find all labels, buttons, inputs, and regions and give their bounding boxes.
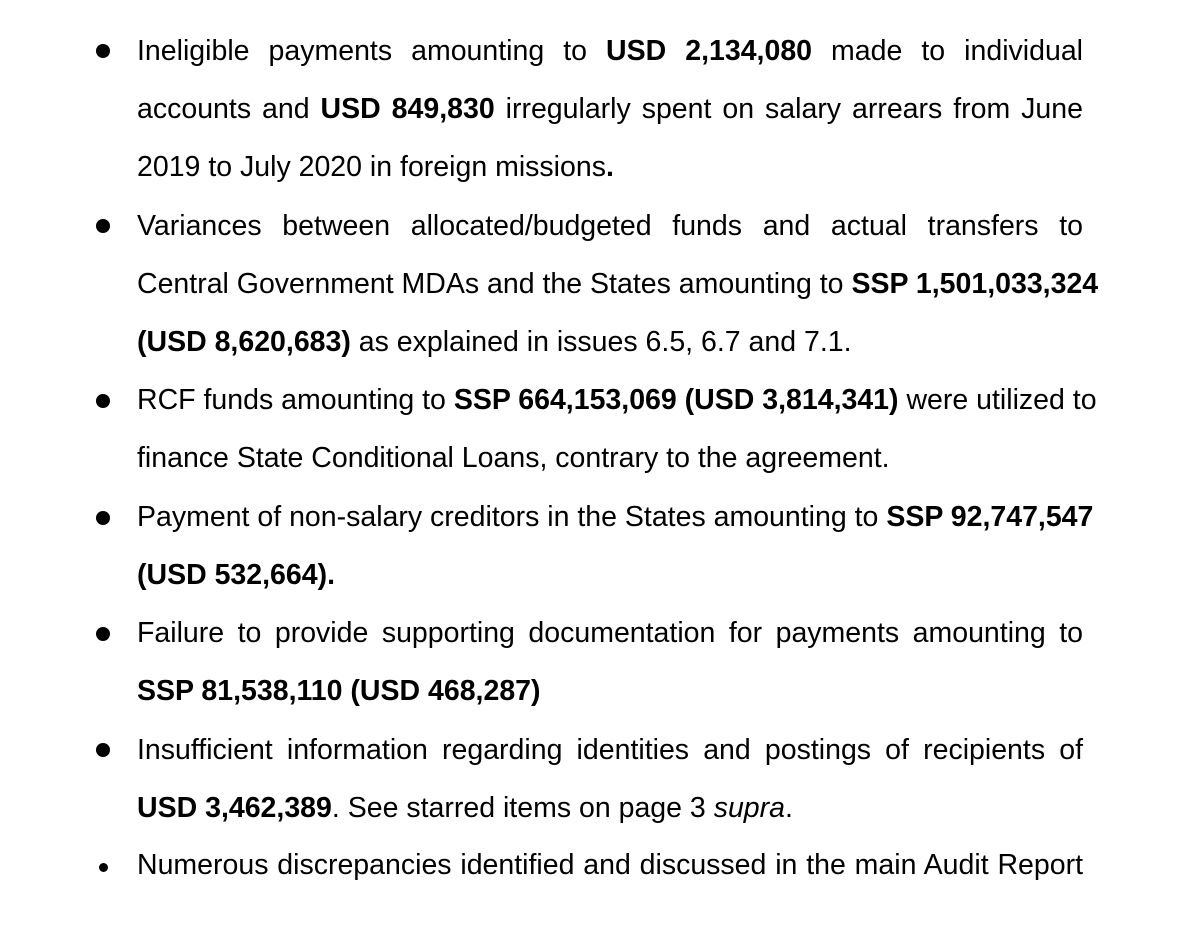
text-run: Insufficient information regarding identities and postings of recipients of: [137, 734, 1083, 766]
finding-line: [137, 845, 1083, 885]
amount-text: SSP 92,747,547: [886, 501, 1094, 533]
finding-line: [137, 497, 1094, 537]
text-run: RCF funds amounting to: [137, 384, 454, 416]
finding-line: [137, 31, 1083, 71]
text-run: Ineligible payments amounting to: [137, 35, 607, 67]
text-run: made to individual: [812, 35, 1083, 67]
finding-line: [137, 438, 1083, 478]
finding-line: [137, 555, 1083, 595]
finding-line: [137, 206, 1083, 246]
bullet-icon: [96, 743, 110, 757]
text-run: finance State Conditional Loans, contrary to the agreement.: [137, 442, 890, 474]
text-run: as explained in issues 6.5, 6.7 and 7.1.: [350, 326, 852, 358]
amount-text: SSP 81,538,110 (USD 468,287): [137, 675, 541, 707]
bullet-icon: [96, 511, 110, 525]
bullet-icon: [96, 219, 110, 233]
finding-line: [137, 322, 1083, 362]
bullet-icon: [99, 863, 108, 872]
text-run: .: [785, 792, 793, 824]
finding-line: [137, 380, 1097, 420]
finding-line: [137, 671, 1083, 711]
text-run: .: [605, 151, 614, 183]
finding-line: [137, 147, 1083, 187]
text-run: . See starred items on page 3: [331, 792, 714, 824]
finding-line: [137, 264, 1099, 304]
text-run: Payment of non-salary creditors in the States amounting to: [137, 501, 887, 533]
text-run: were utilized to: [898, 384, 1097, 416]
text-run: Central Government MDAs and the States amounting to: [137, 268, 852, 300]
amount-text: SSP 664,153,069 (USD 3,814,341): [453, 384, 899, 416]
text-run: supra: [713, 792, 785, 824]
amount-text: USD 849,830: [320, 93, 495, 125]
text-run: accounts and: [137, 93, 321, 125]
text-run: Variances between allocated/budgeted funds and actual transfers to: [137, 210, 1083, 242]
finding-line: [137, 89, 1083, 129]
bullet-icon: [96, 44, 110, 58]
text-run: irregularly spent on salary arrears from June: [494, 93, 1083, 125]
amount-text: (USD 532,664).: [137, 559, 336, 591]
finding-line: [137, 788, 1083, 828]
text-run: Failure to provide supporting documentation for payments amounting to: [137, 617, 1083, 649]
finding-line: [137, 613, 1083, 653]
finding-line: [137, 730, 1083, 770]
bullet-icon: [96, 394, 110, 408]
amount-text: USD 2,134,080: [606, 35, 813, 67]
bullet-icon: [96, 627, 110, 641]
amount-text: SSP 1,501,033,324: [851, 268, 1099, 300]
amount-text: USD 3,462,389: [137, 792, 332, 824]
text-run: 2019 to July 2020 in foreign missions: [137, 151, 606, 183]
amount-text: (USD 8,620,683): [137, 326, 351, 358]
text-run: Numerous discrepancies identified and discussed in the main Audit Report: [137, 849, 1083, 881]
